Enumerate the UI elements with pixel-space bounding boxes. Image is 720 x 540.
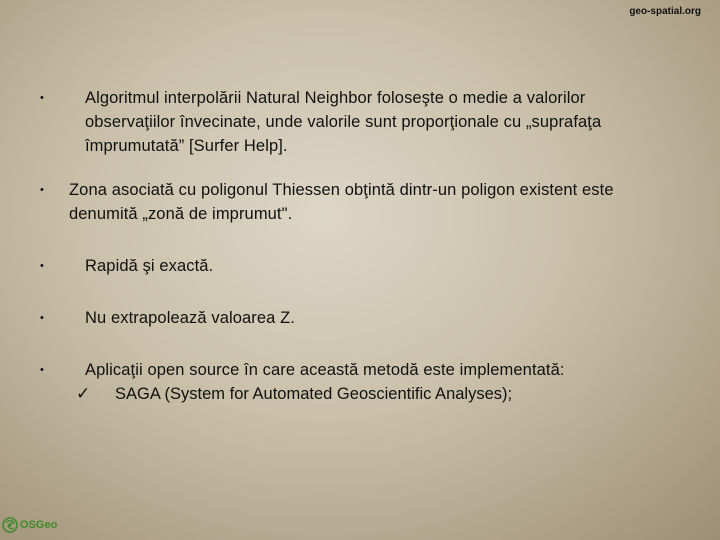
sub-bullet-text: SAGA (System for Automated Geoscientific Analyses);: [115, 385, 513, 403]
bullet-text: Algoritmul interpolării Natural Neighbor foloseşte o medie a valorilor observaţiilor învecinate, unde valorile sunt proporţionale cu „suprafaţa împrumutată” [Surfer Help].: [85, 89, 602, 155]
bullet-marker: •: [40, 312, 44, 324]
bullet-text: Rapidă şi exactă.: [85, 257, 214, 275]
bullet-marker: •: [40, 260, 44, 272]
bullet-text: Nu extrapolează valoarea Z.: [85, 309, 295, 327]
bullet-marker: •: [40, 92, 44, 104]
logo-text: OSGeo: [20, 518, 58, 531]
bullet-marker: •: [40, 184, 44, 196]
osgeo-logo-icon: [2, 514, 18, 536]
logo-wordmark: [20, 520, 57, 531]
osgeo-logo: [2, 510, 60, 540]
bullet-text: Aplicaţii open source în care această metodă este implementată:: [85, 361, 565, 379]
site-label: geo-spatial.org: [629, 6, 701, 17]
bullet-text: Zona asociată cu poligonul Thiessen obţintă dintr-un poligon existent este denumită „zonă de imprumut".: [69, 181, 614, 223]
bullet-marker: •: [40, 364, 44, 376]
checkmark-icon: ✓: [76, 384, 91, 404]
